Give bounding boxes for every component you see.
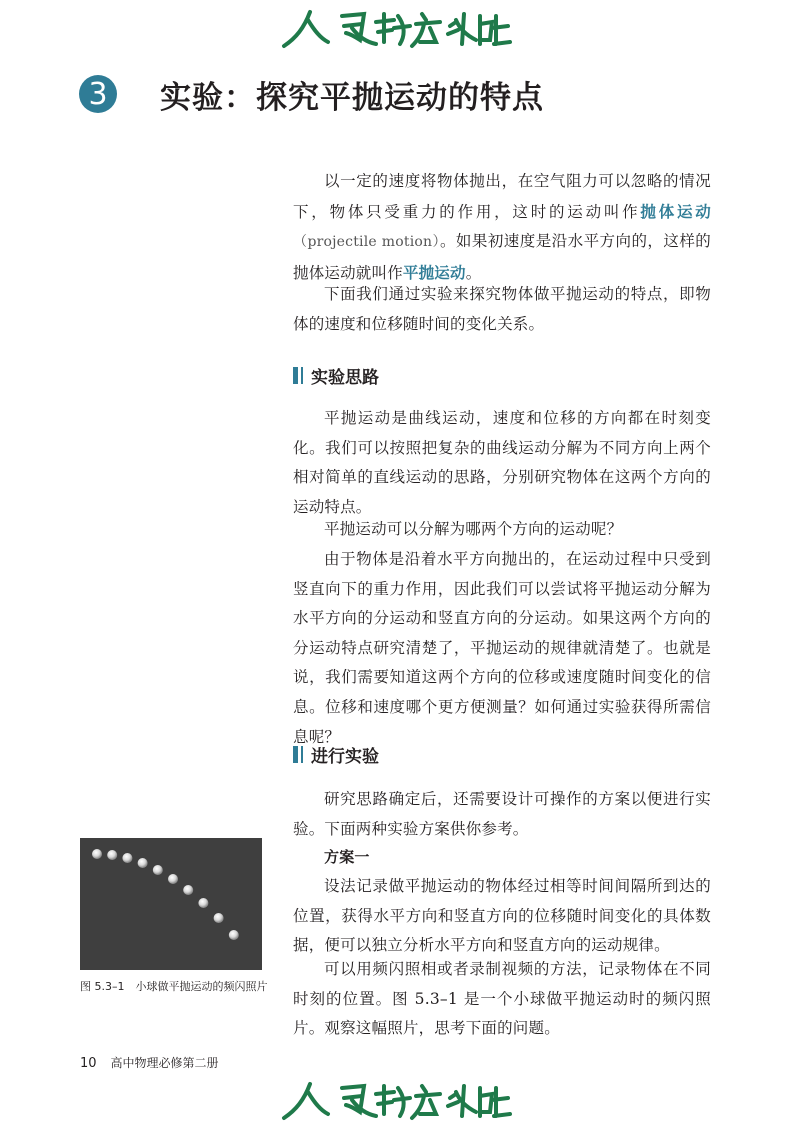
figure-caption: 图 5.3–1 小球做平抛运动的频闪照片 [80,980,268,993]
heading-marker-icon [293,367,298,384]
strobe-ball [107,850,117,860]
section-heading-idea-label: 实验思路 [311,368,379,388]
experiment-paragraph-1: 研究思路确定后，还需要设计可操作的方案以便进行实验。下面两种实验方案供你参考。 [293,790,711,838]
experiment-paragraph-2: 设法记录做平抛运动的物体经过相等时间间隔所到达的位置，获得水平方向和竖直方向的位移随时间变化的具体数据，便可以独立分析水平方向和竖直方向的运动规律。 [293,877,711,955]
section-heading-idea [293,363,379,388]
strobe-ball [168,874,178,884]
section-heading-experiment-label: 进行实验 [311,747,379,767]
intro-text-b: 。如果初速度是沿水平方向的，这样的抛体运动就叫作 [293,232,712,282]
intro-paragraph-2: 下面我们通过实验来探究物体做平抛运动的特点，即物体的速度和位移随时间的变化关系。 [293,285,711,333]
page-footer [80,1054,219,1071]
term-horizontal-projectile: 平抛运动 [402,262,466,282]
publisher-logo-graphic [280,6,514,52]
idea-paragraph-2: 平抛运动可以分解为哪两个方向的运动呢？ [324,520,623,538]
page-number: 10 [80,1056,97,1071]
publisher-logo-graphic [280,1078,514,1124]
strobe-ball [153,865,163,875]
plan-title: 方案一 [324,848,370,866]
term-projectile-motion: 抛体运动 [640,201,711,221]
strobe-ball [92,849,102,859]
strobe-photo-graphic [80,838,262,970]
section-heading-experiment [293,742,379,767]
experiment-paragraph-3: 可以用频闪照相或者录制视频的方法，记录物体在不同时刻的位置。图 5.3–1 是一个小球做平抛运动时的频闪照片。观察这幅照片，思考下面的问题。 [293,960,711,1038]
strobe-ball [183,885,193,895]
publisher-logo-bottom [280,1078,514,1124]
strobe-ball [214,913,224,923]
strobe-ball [138,858,148,868]
page-title: 实验：探究平抛运动的特点 [160,80,544,116]
heading-marker-icon [301,746,303,763]
book-title: 高中物理必修第二册 [110,1056,219,1070]
idea-paragraph-1: 平抛运动是曲线运动，速度和位移的方向都在时刻变化。我们可以按照把复杂的曲线运动分解为不同方向上两个相对简单的直线运动的思路，分别研究物体在这两个方向的运动特点。 [293,409,711,516]
strobe-photo [80,838,262,970]
heading-marker-icon [301,367,303,384]
intro-paragraph-1 [293,167,711,288]
intro-text-c: 。 [465,263,482,282]
strobe-ball [198,898,208,908]
term-projectile-motion-en: （projectile motion） [293,234,440,251]
section-number-badge: 3 [79,75,117,113]
strobe-ball [122,853,132,863]
publisher-logo-top [280,6,514,52]
heading-marker-icon [293,746,298,763]
strobe-ball [229,930,239,940]
intro-text-a: 以一定的速度将物体抛出，在空气阻力可以忽略的情况下，物体只受重力的作用，这时的运动叫作 [293,172,711,221]
idea-paragraph-3: 由于物体是沿着水平方向抛出的，在运动过程中只受到竖直向下的重力作用，因此我们可以尝试将平抛运动分解为水平方向的分运动和竖直方向的分运动。如果这两个方向的分运动特点研究清楚了，平抛运动的规律就清楚了。也就是说，我们需要知道这两个方向的位移或速度随时间变化的信息。位移和速度哪个更方便测量？如何通过实验获得所需信息呢？ [293,550,711,746]
